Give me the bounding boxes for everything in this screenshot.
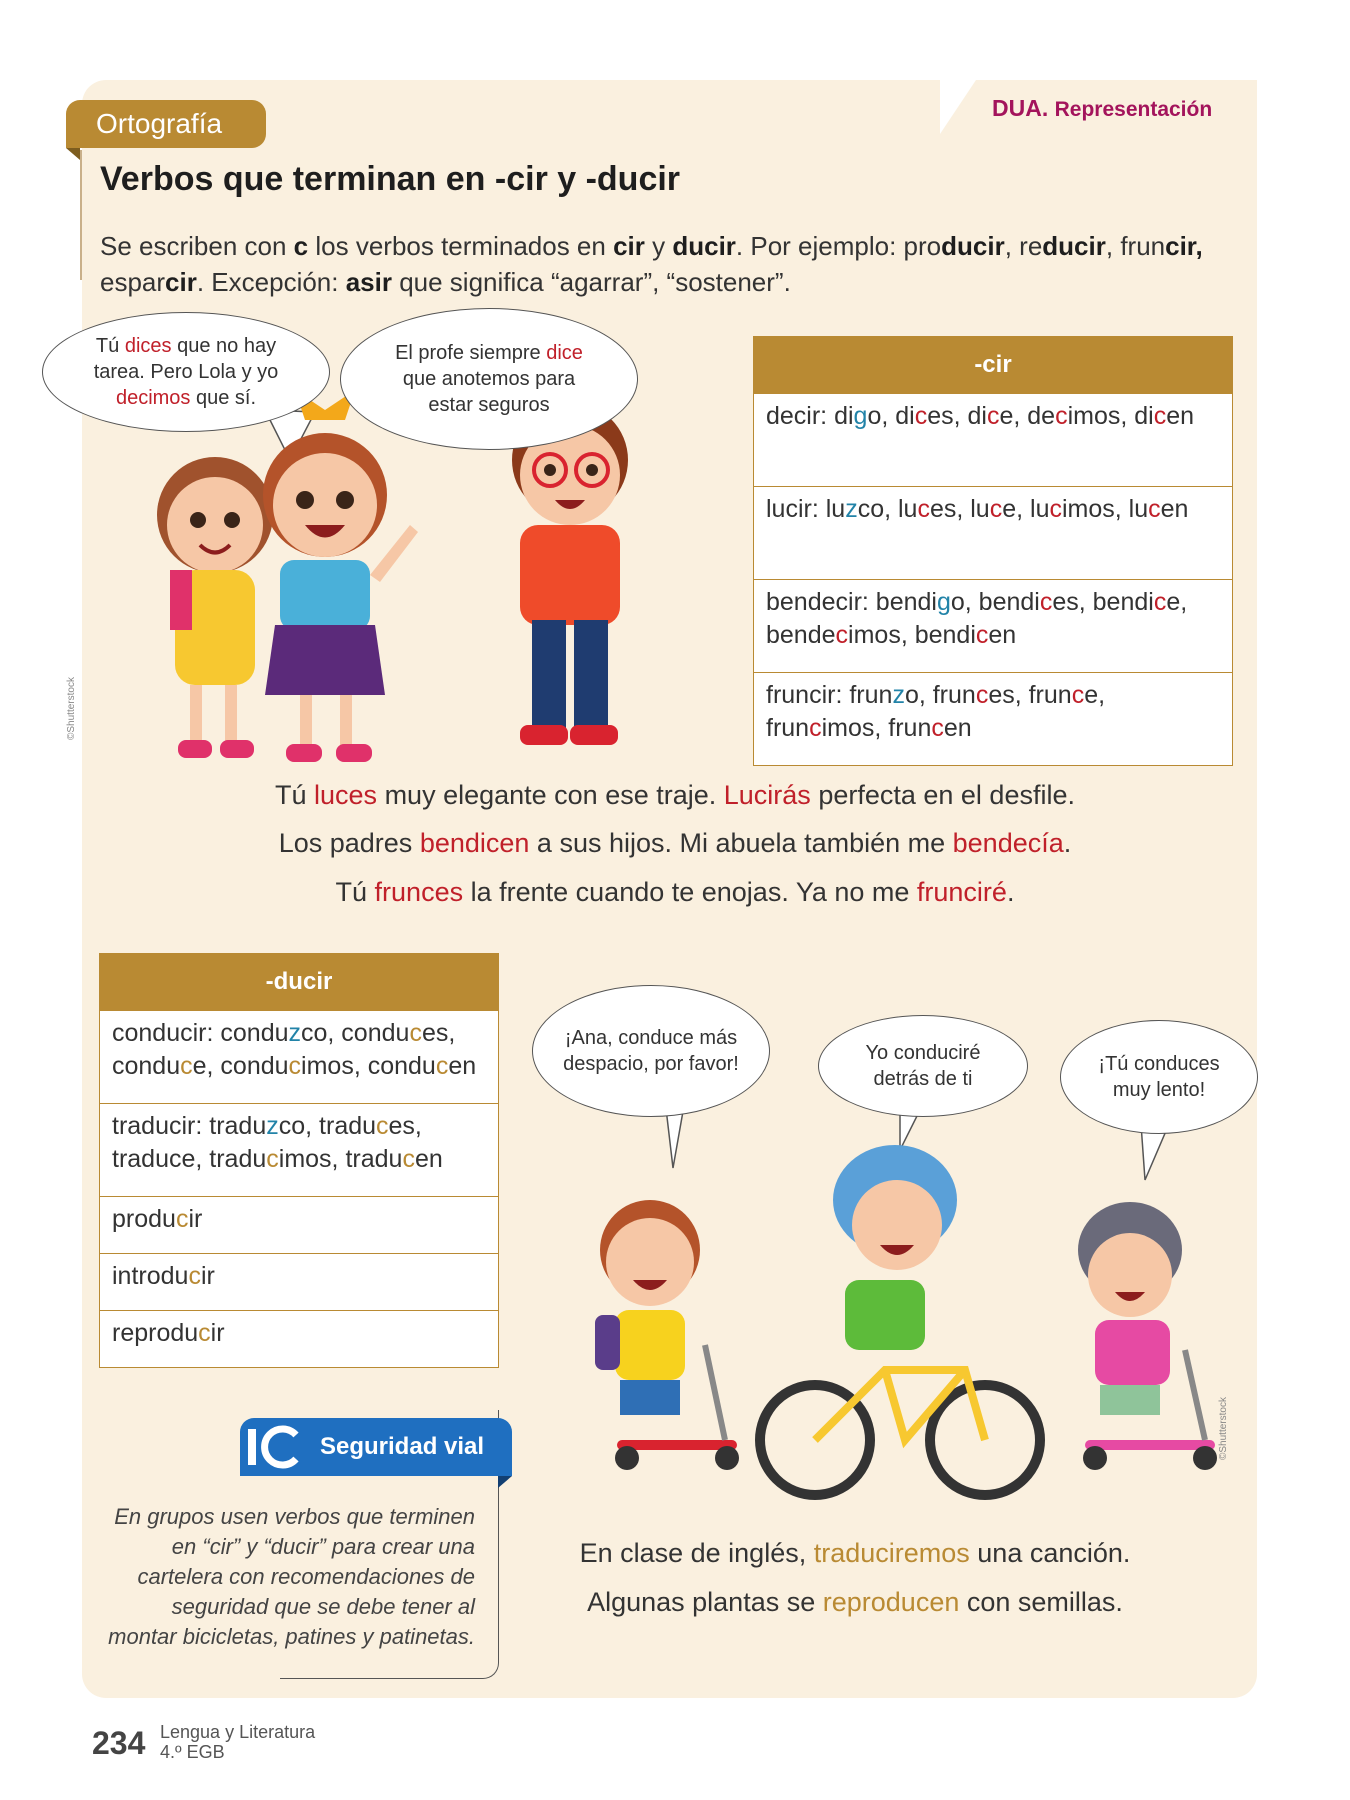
seguridad-vial-fold	[498, 1476, 512, 1488]
dua-label: DUA. Representación	[992, 95, 1213, 121]
example-sentence-3: Tú frunces la frente cuando te enojas. Ya no me frunciré.	[335, 877, 1015, 907]
example-sentence-5: Algunas plantas se reproducen con semillas.	[587, 1587, 1123, 1617]
cir-conjugation-table	[753, 336, 1233, 766]
table-row	[100, 1311, 499, 1368]
section-tab-fold	[66, 148, 80, 160]
table-row	[100, 1011, 499, 1104]
row-reproducir: reproducir	[100, 1311, 499, 1368]
girl-yellow-dress-figure	[157, 457, 273, 758]
row-decir: decir: digo, dices, dice, decimos, dicen	[754, 394, 1233, 487]
image-credit-left: ©Shutterstock	[66, 677, 77, 740]
speech-bubble-ana: ¡Ana, conduce más despacio, por favor!	[532, 985, 770, 1117]
row-traducir: traducir: traduzco, traduces, traduce, traducimos, traducen	[100, 1104, 499, 1197]
page-title: Verbos que terminan en -cir y -ducir	[100, 160, 681, 198]
table-row	[100, 1104, 499, 1197]
cir-table-header: -cir	[754, 337, 1233, 394]
seguridad-vial-text: En grupos usen verbos que terminen en “cir” y “ducir” para crear una cartelera con recomendaciones de seguridad que se debe tener al montar bicicletas, patines y patinetas.	[108, 1504, 475, 1649]
ic-logo-icon	[244, 1423, 304, 1471]
example-sentence-1: Tú luces muy elegante con ese traje. Lucirás perfecta en el desfile.	[275, 780, 1075, 810]
table-row	[754, 487, 1233, 580]
boy-glasses-figure	[512, 402, 628, 745]
ducir-table-header: -ducir	[100, 954, 499, 1011]
row-lucir: lucir: luzco, luces, luce, lucimos, lucen	[754, 487, 1233, 580]
table-row	[100, 1197, 499, 1254]
footer-subject: Lengua y Literatura 4.º EGB	[160, 1722, 316, 1762]
table-row	[100, 1254, 499, 1311]
speech-bubble-boy: El profe siempre dice que anotemos para estar seguros	[340, 308, 638, 450]
example-sentence-2: Los padres bendicen a sus hijos. Mi abuela también me bendecía.	[278, 828, 1072, 858]
seguridad-vial-label: Seguridad vial	[320, 1433, 485, 1460]
intro-paragraph: Se escriben con c los verbos terminados en cir y ducir. Por ejemplo: producir, reducir, fruncir, esparcir. Excepción: asir que significa “agarrar”, “sostener”.	[100, 231, 1203, 297]
row-introducir: introducir	[100, 1254, 499, 1311]
row-conducir: conducir: conduzco, conduces, conduce, conducimos, conducen	[100, 1011, 499, 1104]
image-credit-right: ©Shutterstock	[1218, 1397, 1229, 1460]
example-sentence-4: En clase de inglés, traduciremos una canción.	[579, 1538, 1131, 1568]
title-rule	[80, 150, 82, 280]
table-row	[754, 394, 1233, 487]
speech-bubble-bike: Yo conduciré detrás de ti	[818, 1015, 1028, 1117]
row-bendecir: bendecir: bendigo, bendices, bendice, bendecimos, bendicen	[754, 580, 1233, 673]
boy-bicycle-figure	[760, 1145, 1040, 1495]
section-tab: Ortografía	[66, 100, 266, 148]
ducir-conjugation-table	[99, 953, 499, 1368]
speech-bubble-girl: Tú dices que no hay tarea. Pero Lola y yo decimos que sí.	[42, 312, 330, 432]
row-producir: producir	[100, 1197, 499, 1254]
girl-scooter-figure	[1078, 1202, 1217, 1470]
page-number: 234	[92, 1725, 146, 1761]
row-fruncir: fruncir: frunzo, frunces, frunce, fruncimos, fruncen	[754, 673, 1233, 766]
boy-scooter-figure	[595, 1200, 739, 1470]
table-row	[754, 673, 1233, 766]
dua-tab-cut	[940, 80, 976, 134]
speech-bubble-scooter: ¡Tú conduces muy lento!	[1060, 1020, 1258, 1134]
table-row	[754, 580, 1233, 673]
